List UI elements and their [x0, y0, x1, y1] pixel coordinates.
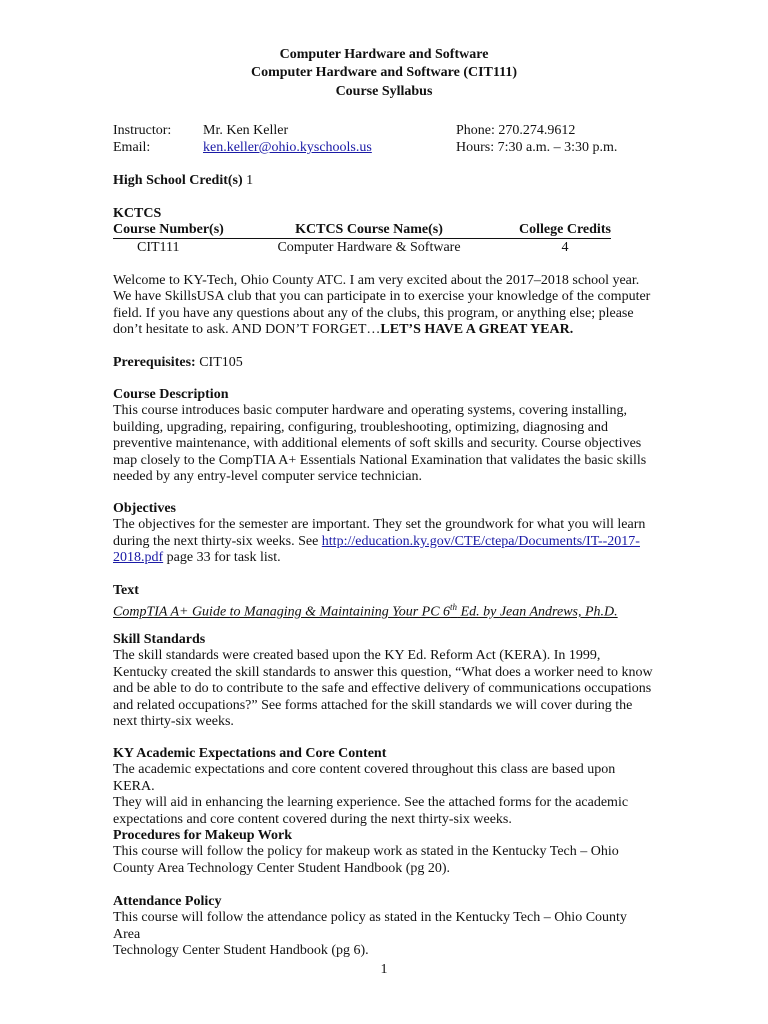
- textbook-title: [113, 599, 653, 621]
- paragraph-line: The academic expectations and core content covered throughout this class are based upon KERA.: [113, 762, 616, 794]
- paragraph-line: This course will follow the attendance policy as stated in the Kentucky Tech – Ohio County Area: [113, 910, 627, 942]
- objectives-text: during the next thirty-six weeks. See: [113, 533, 322, 549]
- welcome-emphasis: LET’S HAVE A GREAT YEAR.: [380, 322, 574, 338]
- welcome-line: Welcome to KY-Tech, Ohio County ATC. I am very excited about the 2017–2018 school year.: [113, 273, 640, 288]
- section-heading: Attendance Policy: [113, 894, 222, 909]
- row-course-number: CIT111: [137, 240, 180, 255]
- email-link[interactable]: ken.keller@ohio.kyschools.us: [203, 140, 372, 155]
- task-list-link[interactable]: http://education.ky.gov/CTE/ctepa/Documents/IT--2017-: [321, 533, 640, 549]
- section-heading: Objectives: [113, 501, 176, 516]
- welcome-line: field. If you have any questions about any of the clubs, this program, or anything else; please: [113, 305, 634, 321]
- skill-standards-section: [113, 632, 653, 730]
- paragraph-line: Kentucky created the skill standards to answer this question, “What does a worker need to know: [113, 664, 653, 680]
- paragraph-line: map closely to the CompTIA A+ Essentials National Examination that validates the basic skills: [113, 452, 647, 468]
- paragraph-line: [113, 550, 653, 566]
- paragraph-line: building, upgrading, repairing, configuring, troubleshooting, optimizing, diagnosing and: [113, 419, 608, 435]
- welcome-paragraph: [113, 273, 653, 339]
- section-heading: Text: [113, 583, 139, 598]
- section-heading: Procedures for Makeup Work: [113, 828, 293, 843]
- textbook-edition-suffix: th: [450, 602, 458, 613]
- credit-value: 1: [246, 173, 254, 188]
- textbook-author: Ed. by Jean Andrews, Ph.D.: [457, 605, 618, 621]
- row-course-name: Computer Hardware & Software: [277, 240, 461, 255]
- course-title-code: Computer Hardware and Software (CIT111): [251, 65, 517, 80]
- credit-label: High School Credit(s): [113, 173, 243, 188]
- section-heading: Skill Standards: [113, 632, 206, 647]
- course-description-section: [113, 387, 653, 485]
- prerequisites-value: CIT105: [199, 355, 243, 370]
- objectives-text: page 33 for task list.: [163, 550, 281, 566]
- prerequisites-label: Prerequisites:: [113, 355, 196, 370]
- paragraph-line: This course will follow the policy for makeup work as stated in the Kentucky Tech – Ohio: [113, 844, 619, 860]
- col-course-name: KCTCS Course Name(s): [295, 222, 443, 237]
- paragraph-line: This course introduces basic computer hardware and operating systems, covering installing,: [113, 403, 627, 419]
- text-section: [113, 583, 653, 621]
- kctcs-heading: KCTCS: [113, 206, 162, 221]
- paragraph-line: preventive maintenance, with additional elements of soft skills and security. Course objectives: [113, 436, 642, 452]
- course-title: Computer Hardware and Software: [279, 47, 489, 62]
- paragraph-line: County Area Technology Center Student Handbook (pg 20).: [113, 860, 451, 876]
- col-college-credits: College Credits: [519, 222, 611, 237]
- paragraph-line: The skill standards were created based upon the KY Ed. Reform Act (KERA). In 1999,: [113, 648, 601, 664]
- instructor-name: Mr. Ken Keller: [203, 123, 289, 138]
- task-list-link-continued[interactable]: 2018.pdf: [113, 550, 164, 566]
- makeup-work-section: [113, 828, 653, 877]
- office-hours: Hours: 7:30 a.m. – 3:30 p.m.: [456, 140, 618, 155]
- page-number: 1: [380, 962, 388, 977]
- welcome-line: We have SkillsUSA club that you can participate in to exercise your knowledge of the computer: [113, 289, 651, 305]
- email-label: Email:: [113, 140, 151, 155]
- section-heading: KY Academic Expectations and Core Content: [113, 746, 387, 761]
- paragraph-line: Technology Center Student Handbook (pg 6).: [113, 943, 369, 959]
- paragraph-line: and be able to do to contribute to the safe and effective delivery of communications occupations: [113, 681, 652, 697]
- table-header-rule: [113, 238, 611, 239]
- phone-number: Phone: 270.274.9612: [456, 123, 576, 138]
- welcome-line: [113, 322, 653, 338]
- section-heading: Course Description: [113, 387, 229, 402]
- paragraph-line: They will aid in enhancing the learning experience. See the attached forms for the academic: [113, 795, 629, 811]
- paragraph-line: needed by any entry-level computer service technician.: [113, 469, 423, 485]
- syllabus-heading: Course Syllabus: [335, 84, 433, 99]
- paragraph-line: next thirty-six weeks.: [113, 714, 234, 730]
- paragraph-line: expectations and core content covered during the next thirty-six weeks.: [113, 811, 512, 827]
- textbook-name: CompTIA A+ Guide to Managing & Maintaining Your PC 6: [113, 605, 451, 621]
- attendance-section: [113, 894, 653, 960]
- high-school-credit: [113, 173, 253, 189]
- welcome-text: don’t hesitate to ask. AND DON’T FORGET…: [113, 322, 381, 338]
- paragraph-line: [113, 534, 653, 550]
- prerequisites: [113, 355, 243, 371]
- col-course-number: Course Number(s): [113, 222, 224, 237]
- paragraph-line: and related occupations?” See forms attached for the skill standards we will cover during the: [113, 697, 633, 713]
- paragraph-line: The objectives for the semester are important. They set the groundwork for what you will learn: [113, 517, 646, 533]
- objectives-section: [113, 501, 653, 567]
- ky-academic-section: [113, 746, 653, 828]
- instructor-label: Instructor:: [113, 123, 172, 138]
- row-college-credits: 4: [561, 240, 569, 255]
